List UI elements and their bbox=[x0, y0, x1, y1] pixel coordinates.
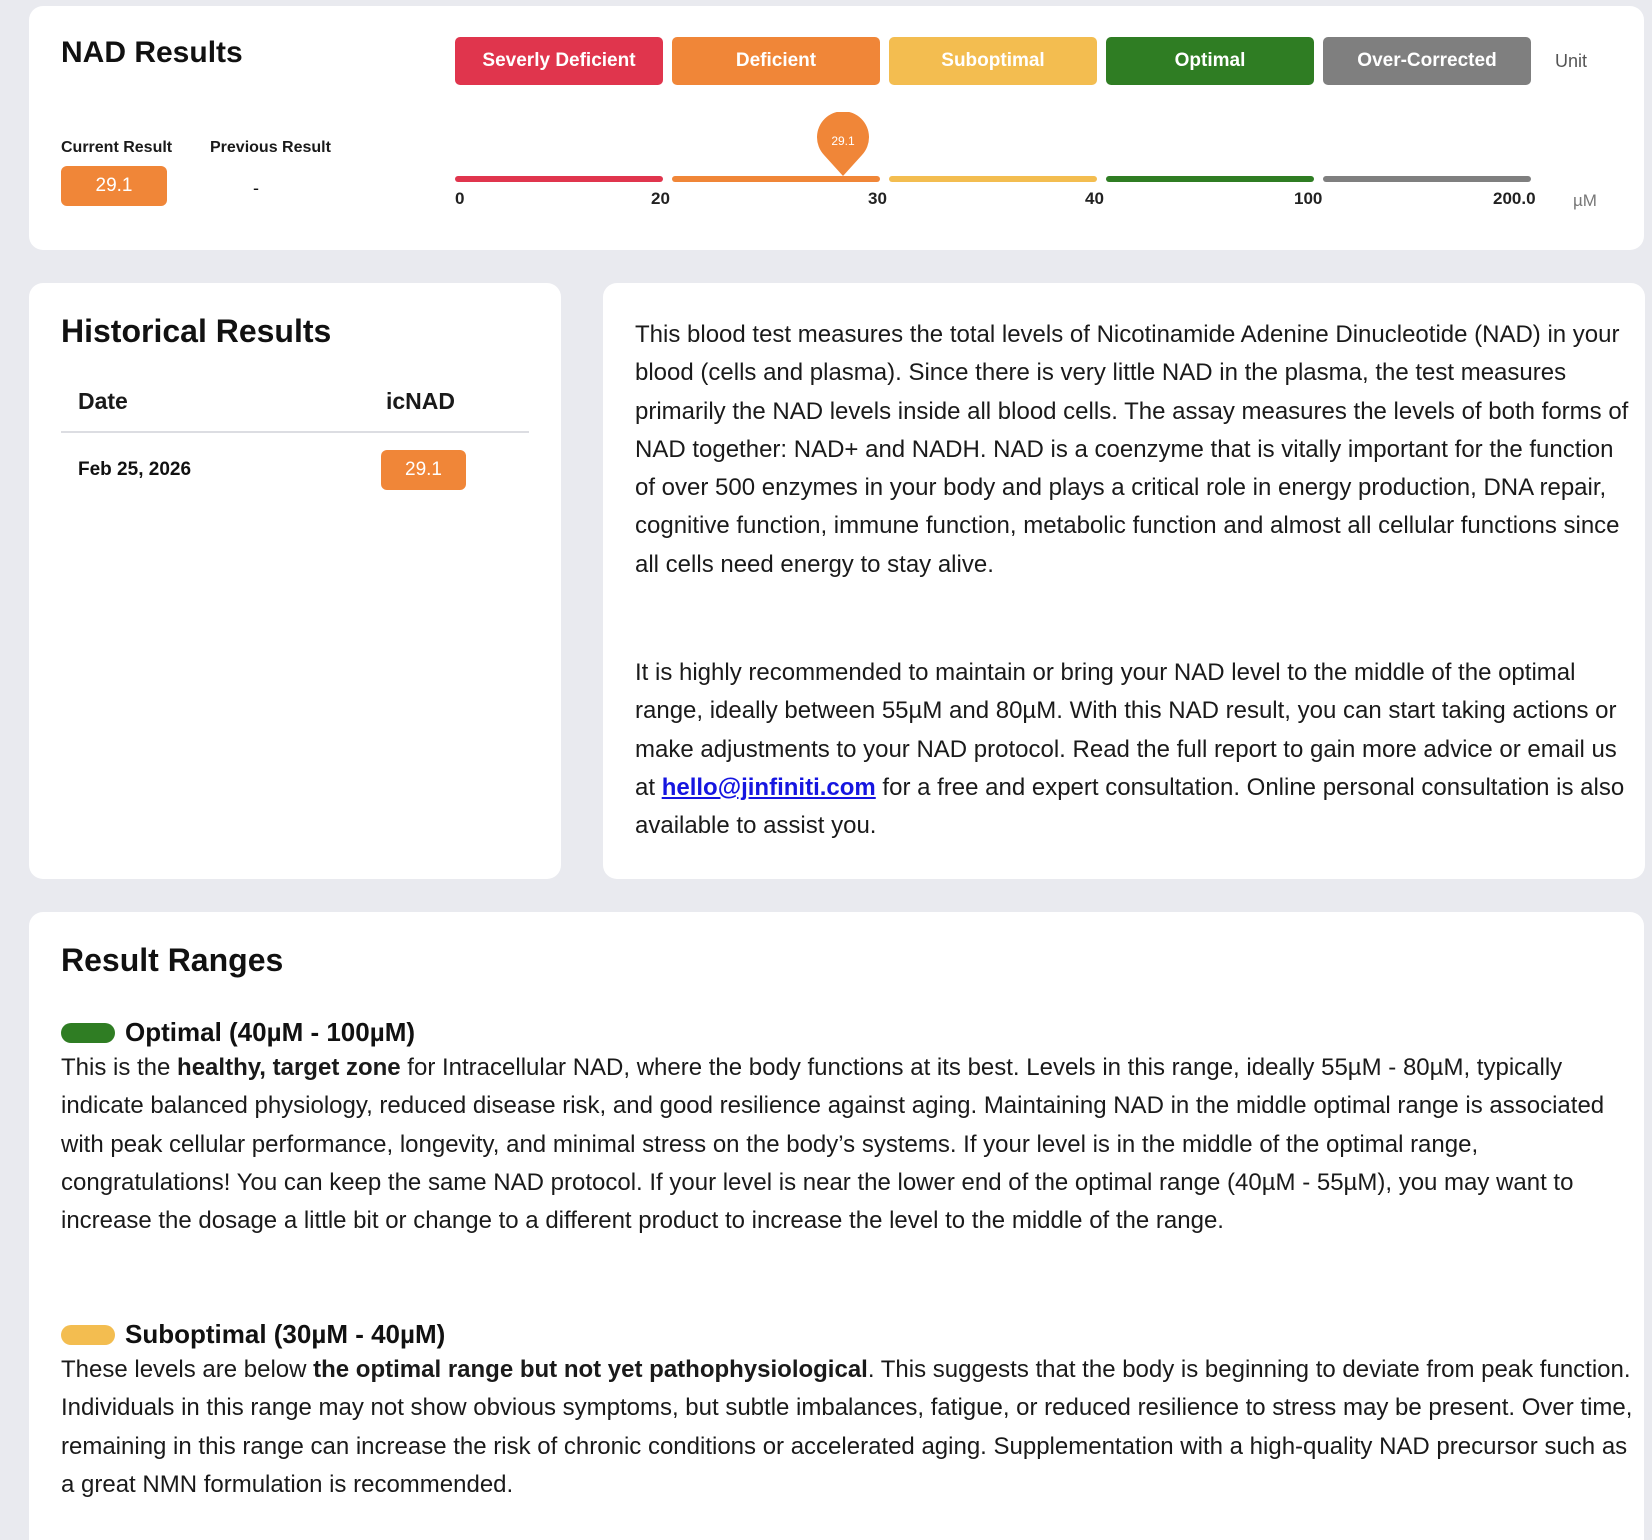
optimal-swatch bbox=[61, 1023, 115, 1043]
scale-segment-suboptimal bbox=[889, 176, 1097, 182]
scale-segment-over-corrected bbox=[1323, 176, 1531, 182]
current-result-badge: 29.1 bbox=[61, 166, 167, 206]
optimal-text-bold: healthy, target zone bbox=[177, 1054, 401, 1081]
legend-suboptimal: Suboptimal bbox=[889, 37, 1097, 85]
recommendation-text: It is highly recommended to maintain or bring your NAD level to the middle of the optimal range, ideally between 55µM and 80µM. With this NAD result, you can start taking actions or make adjustments to your NAD protocol. Read the full report to gain more advice or email us at bbox=[635, 659, 1617, 801]
current-result-label: Current Result bbox=[61, 139, 173, 156]
result-ranges-card bbox=[29, 912, 1644, 1540]
scale-unit: µM bbox=[1573, 191, 1597, 210]
previous-result-value: - bbox=[253, 178, 259, 198]
email-link[interactable]: hello@jinfiniti.com bbox=[661, 773, 876, 801]
test-description-card bbox=[603, 283, 1645, 879]
suboptimal-text: These levels are below bbox=[61, 1356, 314, 1383]
scale-segment-severly-deficient bbox=[455, 176, 663, 182]
historical-results-card bbox=[29, 283, 561, 879]
scale-tick: 40 bbox=[1085, 189, 1104, 208]
row-date: Feb 25, 2026 bbox=[78, 459, 192, 480]
description-paragraph: This blood test measures the total levels of Nicotinamide Adenine Dinucleotide (NAD) in your blood (cells and plasma). Since there is very little NAD in the plasma, the test measures primarily the NAD levels inside all blood cells. The assay measures the levels of both forms of NAD together: NAD+ and NADH. NAD is a coenzyme that is vitally important for the function of over 500 enzymes in your body and plays a critical role in energy production, DNA repair, cognitive function, immune function, metabolic function and almost all cellular functions since all cells need energy to stay alive. bbox=[635, 321, 1629, 578]
scale-tick: 200.0 bbox=[1493, 189, 1536, 208]
optimal-range-description bbox=[61, 1049, 1641, 1240]
optimal-text-rest: for Intracellular NAD, where the body functions at its best. Levels in this range, ideally 55µM - 80µM, typically indicate balanced physiology, reduced disease risk, and good resilience against aging. Maintaining NAD in the middle optimal range is associated with peak cellular performance, longevity, and minimal stress on the body’s systems. If your level is in the middle of the optimal range, congratulations! You can keep the same NAD protocol. If your level is near the lower end of the optimal range (40µM - 55µM), you may want to increase the dosage a little bit or change to a different product to increase the level to the middle of the range. bbox=[61, 1054, 1605, 1235]
recommendation-text-end: for a free and expert consultation. Online personal consultation is also available to assist you. bbox=[635, 773, 1625, 840]
column-header-icnad: icNAD bbox=[386, 388, 456, 414]
results-title: NAD Results bbox=[61, 36, 243, 69]
legend-over-corrected: Over-Corrected bbox=[1323, 37, 1531, 85]
legend-deficient: Deficient bbox=[672, 37, 880, 85]
optimal-range-heading bbox=[61, 1017, 415, 1048]
suboptimal-range-title: Suboptimal (30µM - 40µM) bbox=[125, 1319, 446, 1349]
optimal-text: This is the bbox=[61, 1054, 178, 1081]
suboptimal-swatch bbox=[61, 1325, 115, 1345]
scale-tick: 0 bbox=[455, 189, 465, 208]
recommendation-paragraph bbox=[635, 654, 1635, 845]
column-header-date: Date bbox=[78, 388, 128, 414]
result-marker-pin bbox=[816, 112, 870, 178]
scale-tick: 20 bbox=[651, 189, 670, 208]
scale-segment-optimal bbox=[1106, 176, 1314, 182]
result-marker-label: 29.1 bbox=[831, 134, 855, 148]
row-value-badge: 29.1 bbox=[381, 450, 466, 490]
scale-tick: 100 bbox=[1294, 189, 1323, 208]
suboptimal-text-rest: . This suggests that the body is beginning to deviate from peak function. Individuals in this range may not show obvious symptoms, but subtle imbalances, fatigue, or reduced resilience to stress may be present. Over time, remaining in this range can increase the risk of chronic conditions or accelerated aging. Supplementation with a high-quality NAD precursor such as a great NMN formulation is recommended. bbox=[61, 1356, 1633, 1498]
scale-tick: 30 bbox=[868, 189, 887, 208]
legend-optimal: Optimal bbox=[1106, 37, 1314, 85]
table-divider bbox=[61, 431, 529, 433]
optimal-range-title: Optimal (40µM - 100µM) bbox=[125, 1017, 416, 1047]
suboptimal-range-heading bbox=[61, 1319, 445, 1350]
legend-severly-deficient: Severly Deficient bbox=[455, 37, 663, 85]
historical-results-title: Historical Results bbox=[61, 313, 332, 349]
nad-results-card bbox=[29, 6, 1644, 250]
suboptimal-range-description bbox=[61, 1351, 1641, 1504]
suboptimal-text-bold: the optimal range but not yet pathophysiological bbox=[313, 1356, 868, 1383]
unit-header: Unit bbox=[1555, 51, 1588, 71]
previous-result-label: Previous Result bbox=[210, 139, 331, 156]
result-ranges-title: Result Ranges bbox=[61, 942, 284, 978]
